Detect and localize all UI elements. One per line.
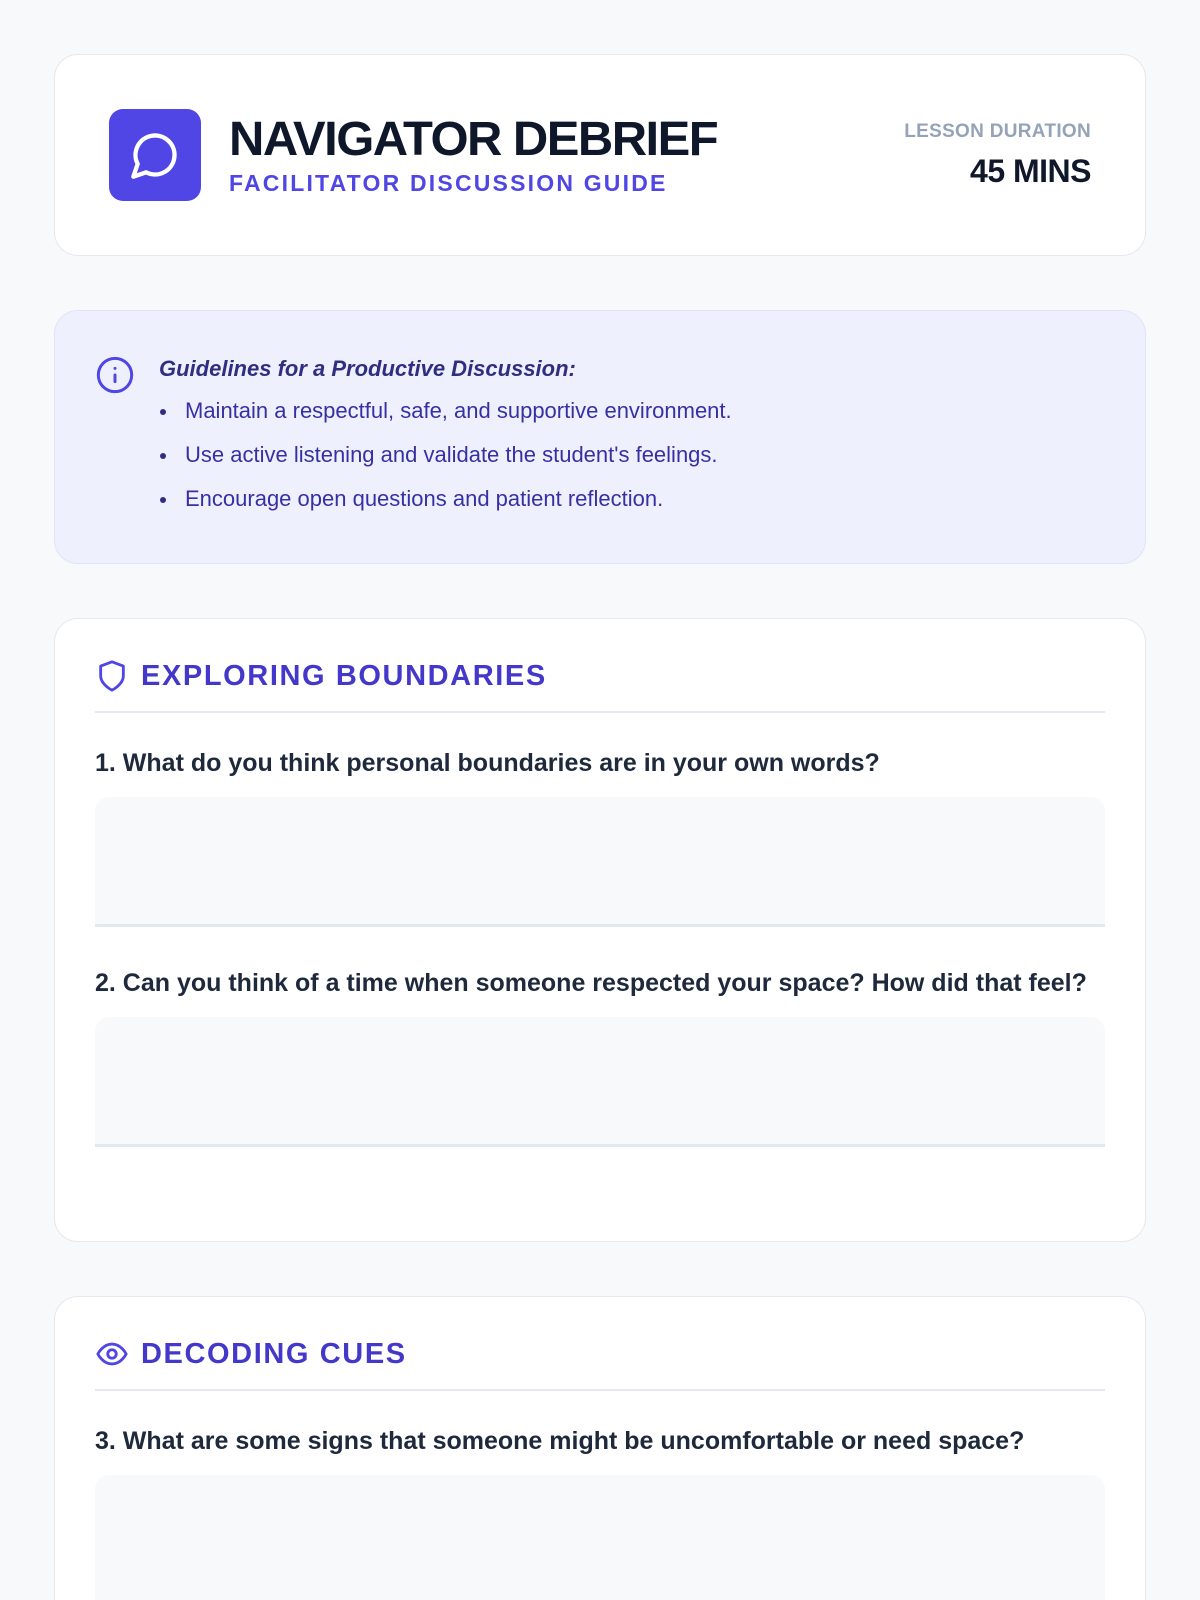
section-title: DECODING CUES [141,1337,407,1370]
title-block [229,112,718,197]
question-3: 3. What are some signs that someone might be uncomfortable or need space? [95,1427,1025,1455]
question-2: 2. Can you think of a time when someone respected your space? How did that feel? [95,969,1087,997]
guideline-item: Encourage open questions and patient reflection. [159,485,732,513]
section-header [95,659,1105,713]
duration-label: LESSON DURATION [904,120,1091,142]
lesson-duration [904,121,1091,190]
guideline-item: Use active listening and validate the student's feelings. [159,441,732,469]
guidelines-title: Guidelines for a Productive Discussion: [159,356,576,381]
info-icon [95,355,135,395]
header-card [54,54,1146,256]
page-title: NAVIGATOR DEBRIEF [229,112,718,166]
section-header [95,1337,1105,1391]
section-exploring-boundaries [54,618,1146,1242]
guidelines-callout [54,310,1146,564]
guidelines-content [159,355,732,563]
answer-field-3[interactable] [95,1475,1105,1600]
page-subtitle: FACILITATOR DISCUSSION GUIDE [229,169,668,196]
question-1: 1. What do you think personal boundaries are in your own words? [95,749,880,777]
duration-value: 45 MINS [970,152,1091,189]
guideline-item: Maintain a respectful, safe, and supportive environment. [159,397,732,425]
answer-field-2[interactable] [95,1017,1105,1147]
guidelines-list [159,397,732,513]
section-decoding-cues [54,1296,1146,1600]
eye-icon [95,1337,129,1371]
header-left [109,109,718,201]
chat-bubble-icon [109,109,201,201]
shield-icon [95,659,129,693]
section-title: EXPLORING BOUNDARIES [141,659,547,692]
answer-field-1[interactable] [95,797,1105,927]
